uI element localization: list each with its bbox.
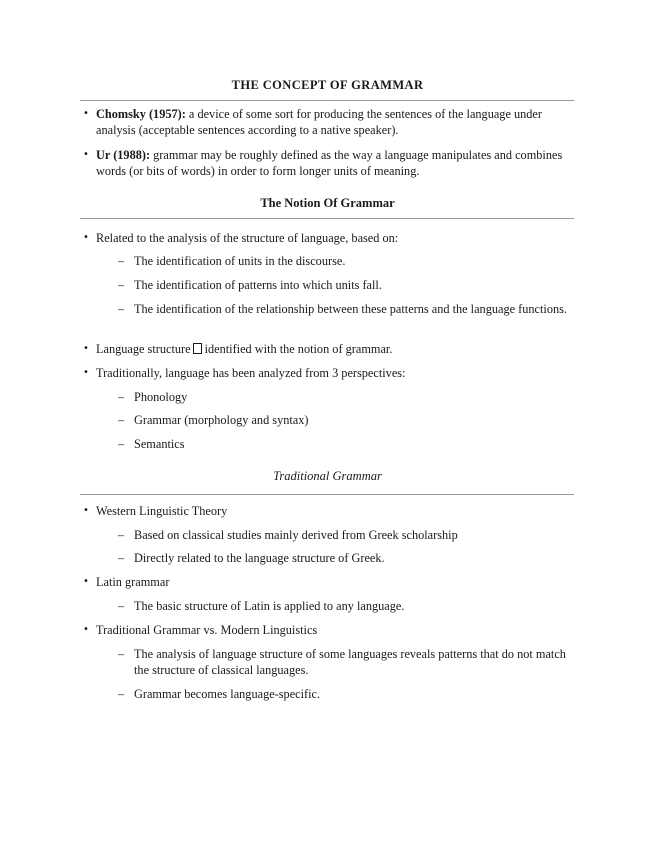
divider-title [80, 100, 574, 101]
list-item-text: Related to the analysis of the structure of language, based on: [96, 231, 399, 245]
sub-list-item-text: The identification of the relationship between these patterns and the language functions. [134, 302, 567, 316]
sub-list-item [118, 389, 574, 405]
list-item-text: Western Linguistic Theory [96, 504, 228, 518]
dash-marker: – [118, 278, 125, 292]
dash-marker: – [118, 599, 125, 613]
section-heading-traditional: Traditional Grammar [273, 469, 382, 483]
sub-list-item [118, 686, 574, 702]
dash-marker: – [118, 687, 125, 701]
dash-marker: – [118, 551, 125, 565]
sub-list-item-text: Based on classical studies mainly derived from Greek scholarship [134, 528, 458, 542]
sub-list-item [118, 436, 574, 452]
dash-marker: – [118, 528, 125, 542]
sub-list-item [118, 277, 574, 293]
sub-list-item [118, 412, 574, 428]
sub-list-item-text: The identification of units in the discourse. [134, 254, 346, 268]
dash-marker: – [118, 254, 125, 268]
list-item [80, 365, 574, 381]
bullet-marker: • [83, 367, 89, 378]
sub-list-item-text: The identification of patterns into which units fall. [134, 278, 382, 292]
list-item [80, 574, 574, 590]
list-item-text: Latin grammar [96, 575, 170, 589]
definition-item-ur [80, 147, 574, 179]
list-item-text: Traditionally, language has been analyzed from 3 perspectives: [96, 366, 406, 380]
definition-text: grammar may be roughly defined as the way a language manipulates and combines words (or bits of words) in order to form longer units of meaning. [96, 148, 563, 178]
bullet-marker: • [83, 576, 89, 587]
sub-list-item [118, 253, 574, 269]
list-item-text: Language structure [96, 342, 191, 356]
divider-traditional [80, 494, 574, 495]
sub-list-item [118, 646, 574, 678]
sub-list-item-text: The basic structure of Latin is applied to any language. [134, 599, 405, 613]
sub-list-item [118, 598, 574, 614]
dash-marker: – [118, 302, 125, 316]
sub-list-item-text: The analysis of language structure of some languages reveals patterns that do not match the structure of classical languages. [134, 647, 566, 677]
list-item [80, 341, 574, 357]
list-item [80, 230, 574, 246]
definition-term: Ur (1988): [96, 148, 151, 162]
bullet-marker: • [83, 149, 89, 160]
missing-glyph-icon [193, 343, 202, 354]
sub-list-item-text: Semantics [134, 437, 185, 451]
definition-term: Chomsky (1957): [96, 107, 186, 121]
list-item [80, 503, 574, 519]
sub-list-item-text: Grammar (morphology and syntax) [134, 413, 309, 427]
definition-item-chomsky [80, 106, 574, 138]
sub-list-item-text: Phonology [134, 390, 188, 404]
definition-text: a device of some sort for producing the sentences of the language under analysis (acceptable sentences according to a native speaker). [96, 107, 542, 137]
dash-marker: – [118, 413, 125, 427]
list-item [80, 622, 574, 638]
dash-marker: – [118, 647, 125, 661]
sub-list-item [118, 527, 574, 543]
list-item-text: identified with the notion of grammar. [204, 342, 393, 356]
page-title: THE CONCEPT OF GRAMMAR [231, 78, 424, 92]
bullet-marker: • [83, 624, 89, 635]
dash-marker: – [118, 437, 125, 451]
sub-list-item [118, 550, 574, 566]
dash-marker: – [118, 390, 125, 404]
sub-list-item-text: Directly related to the language structure of Greek. [134, 551, 385, 565]
section-heading-notion: The Notion Of Grammar [260, 196, 395, 210]
divider-notion [80, 218, 574, 219]
list-item-text: Traditional Grammar vs. Modern Linguistics [96, 623, 318, 637]
sub-list-item-text: Grammar becomes language-specific. [134, 687, 321, 701]
bullet-marker: • [83, 505, 89, 516]
bullet-marker: • [83, 343, 89, 354]
bullet-marker: • [83, 108, 89, 119]
bullet-marker: • [83, 232, 89, 243]
sub-list-item [118, 301, 574, 317]
